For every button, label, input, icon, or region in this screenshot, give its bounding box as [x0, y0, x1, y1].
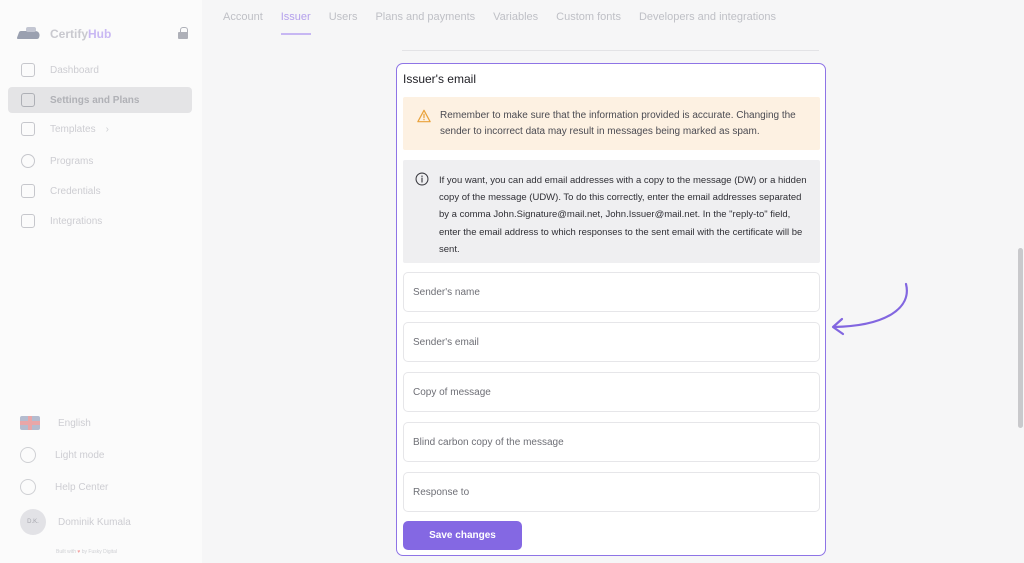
sidebar-item-label: Programs: [50, 155, 94, 167]
user-name: Dominik Kumala: [58, 516, 131, 528]
programs-icon: [21, 154, 35, 168]
sender-email-input[interactable]: [404, 323, 819, 361]
help-center-link[interactable]: [20, 479, 108, 495]
sun-icon: [20, 447, 36, 463]
sidebar-item-credentials[interactable]: [8, 178, 192, 204]
warning-alert: [403, 97, 820, 150]
card-title: Issuer's email: [403, 72, 476, 86]
copy-of-message-field: [403, 372, 820, 412]
copy-of-message-input[interactable]: [404, 373, 819, 411]
issuer-email-card: [396, 63, 826, 556]
settings-tabs: [223, 11, 794, 35]
sender-email-field: [403, 322, 820, 362]
language-switcher[interactable]: [20, 416, 91, 430]
reply-to-input[interactable]: [404, 473, 819, 511]
sidebar-item-integrations[interactable]: [8, 208, 192, 234]
app-logo[interactable]: [18, 24, 111, 44]
built-with-credit: Built with ♥ by Fusky Digital: [56, 549, 118, 555]
save-changes-button[interactable]: Save changes: [403, 521, 522, 550]
section-divider: [402, 50, 819, 51]
warning-icon: [417, 109, 431, 123]
tab-variables[interactable]: Variables: [493, 11, 539, 23]
bcc-input[interactable]: [404, 423, 819, 461]
annotation-arrow-icon: [828, 280, 912, 340]
language-label: English: [58, 417, 91, 429]
theme-toggle[interactable]: [20, 447, 104, 463]
tab-issuer[interactable]: Issuer: [281, 11, 311, 35]
scrollbar[interactable]: [1018, 248, 1023, 428]
home-icon: [21, 63, 35, 77]
sender-name-input[interactable]: [404, 273, 819, 311]
tab-plans-and-payments[interactable]: Plans and payments: [375, 11, 476, 23]
sidebar-item-label: Settings and Plans: [50, 94, 140, 106]
sidebar-item-label: Dashboard: [50, 64, 99, 76]
tab-developers-and-integrations[interactable]: Developers and integrations: [638, 11, 776, 23]
reply-to-field: [403, 472, 820, 512]
theme-label: Light mode: [55, 449, 105, 461]
sidebar: [0, 0, 202, 563]
user-profile[interactable]: [20, 509, 131, 535]
sidebar-item-label: Templates: [50, 123, 96, 135]
sidebar-item-settings-and-plans[interactable]: [8, 87, 192, 113]
logo-icon: [18, 27, 42, 41]
info-text: If you want, you can add email addresses with a copy to the message (DW) or a hidden copy of the message (UDW). To do this correctly, enter the email addresses separated by a comma John.Signature@mail.net, John.Issuer@mail.net. In the "reply-to" field, enter the email address to which responses to the sent email with the certificate will be sent.: [439, 175, 807, 255]
tab-custom-fonts[interactable]: Custom fonts: [556, 11, 621, 23]
tab-account[interactable]: Account: [223, 11, 263, 23]
logo-text: CertifyHub: [50, 27, 112, 41]
credentials-icon: [21, 184, 35, 198]
tab-users[interactable]: Users: [328, 11, 358, 23]
help-icon: [20, 479, 36, 495]
template-icon: [21, 122, 35, 136]
info-alert: [403, 160, 820, 263]
bcc-field: [403, 422, 820, 462]
integrations-icon: [21, 214, 35, 228]
lock-icon[interactable]: [178, 27, 188, 39]
warning-text: Remember to make sure that the information provided is accurate. Changing the sender to incorrect data may result in messages being marked as spam.: [440, 110, 796, 137]
sidebar-item-label: Credentials: [50, 185, 101, 197]
settings-icon: [21, 93, 35, 107]
info-icon: [415, 172, 429, 186]
sidebar-item-programs[interactable]: [8, 148, 192, 174]
chevron-right-icon: ›: [105, 123, 109, 135]
heart-icon: ♥: [77, 549, 81, 555]
sidebar-item-dashboard[interactable]: [8, 57, 192, 83]
sender-name-field: [403, 272, 820, 312]
sidebar-item-templates[interactable]: [8, 116, 192, 142]
uk-flag-icon: [20, 416, 40, 430]
help-label: Help Center: [55, 481, 109, 493]
sidebar-item-label: Integrations: [50, 215, 103, 227]
avatar: D.K.: [20, 509, 46, 535]
